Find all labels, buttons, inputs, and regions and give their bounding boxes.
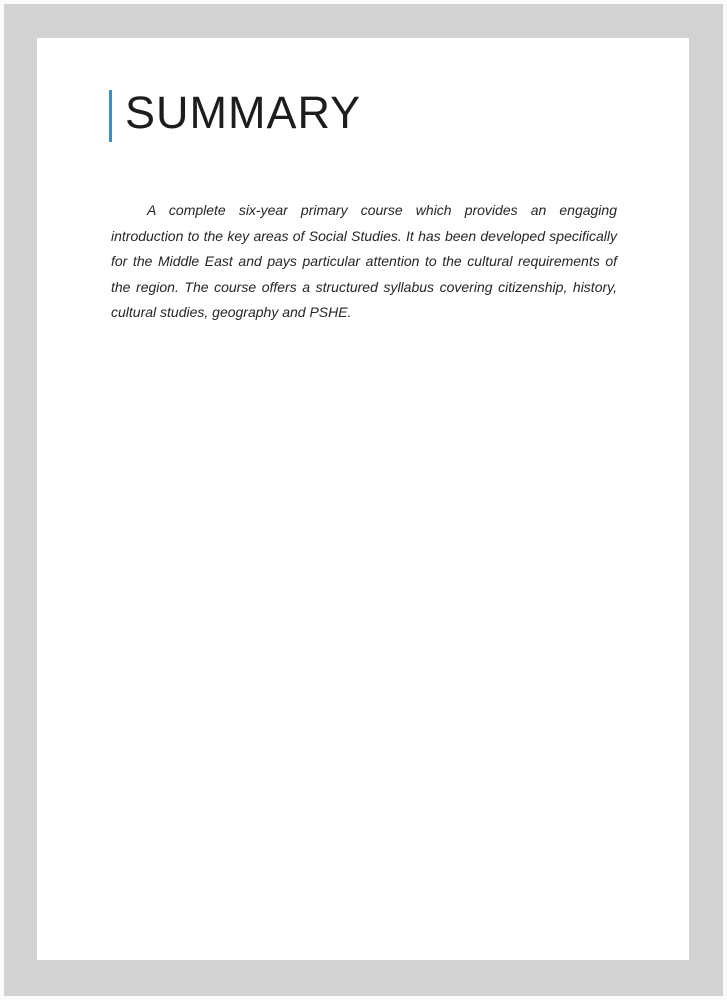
title-accent-bar — [109, 90, 112, 142]
summary-paragraph: A complete six-year primary course which provides an engaging introduction to the key areas of Social Studies. It has been developed specifically for the Middle East and pays particular attention to the cultural requirements of the region. The course offers a structured syllabus covering citizenship, history, cultural studies, geography and PSHE. — [111, 202, 617, 321]
document-page — [37, 38, 689, 960]
title-block — [109, 88, 361, 142]
page-title: SUMMARY — [125, 87, 362, 138]
